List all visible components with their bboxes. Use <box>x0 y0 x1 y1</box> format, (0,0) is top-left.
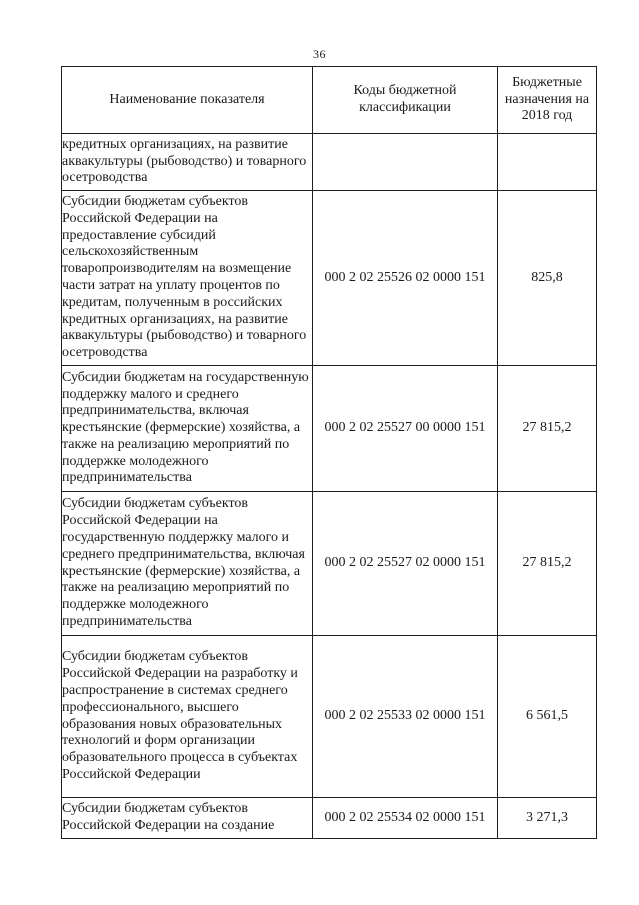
table-row <box>62 134 597 191</box>
row-indicator-name: Субсидии бюджетам субъектов Российской Федерации на разработку и распространение в системах среднего профессионального, высшего образования новых образовательных технологий и форм организации образовательного процесса в субъектах Российской Федерации <box>62 636 313 798</box>
table-row <box>62 191 597 366</box>
row-indicator-name: кредитных организациях, на развитие аквакультуры (рыбоводство) и товарного осетроводства <box>62 134 313 191</box>
row-indicator-name: Субсидии бюджетам на государственную поддержку малого и среднего предпринимательства, включая крестьянские (фермерские) хозяйства, а также на реализацию мероприятий по поддержке молодежного предпринимательства <box>62 366 313 492</box>
header-budget-codes: Коды бюджетной классификации <box>313 67 498 134</box>
table-row <box>62 636 597 798</box>
row-budget-code: 000 2 02 25527 02 0000 151 <box>313 492 498 636</box>
row-indicator-name: Субсидии бюджетам субъектов Российской Федерации на предоставление субсидий сельскохозяйственным товаропроизводителям на возмещение части затрат на уплату процентов по кредитам, полученным в российских кредитных организациях, на развитие аквакультуры (рыбоводство) и товарного осетроводства <box>62 191 313 366</box>
header-budget-allocations: Бюджетные назначения на 2018 год <box>498 67 597 134</box>
row-budget-code <box>313 134 498 191</box>
row-budget-amount: 27 815,2 <box>498 492 597 636</box>
row-budget-code: 000 2 02 25533 02 0000 151 <box>313 636 498 798</box>
header-indicator-name: Наименование показателя <box>62 67 313 134</box>
page-number: 36 <box>313 47 326 61</box>
row-budget-amount: 3 271,3 <box>498 798 597 839</box>
table-row <box>62 798 597 839</box>
row-budget-code: 000 2 02 25534 02 0000 151 <box>313 798 498 839</box>
table-row <box>62 366 597 492</box>
budget-table <box>61 66 597 839</box>
row-indicator-name: Субсидии бюджетам субъектов Российской Федерации на государственную поддержку малого и среднего предпринимательства, включая крестьянские (фермерские) хозяйства, а также на реализацию мероприятий по поддержке молодежного предпринимательства <box>62 492 313 636</box>
row-budget-code: 000 2 02 25527 00 0000 151 <box>313 366 498 492</box>
row-budget-amount: 6 561,5 <box>498 636 597 798</box>
table-row <box>62 492 597 636</box>
row-budget-amount <box>498 134 597 191</box>
row-indicator-name: Субсидии бюджетам субъектов Российской Федерации на создание <box>62 798 313 839</box>
row-budget-amount: 825,8 <box>498 191 597 366</box>
row-budget-code: 000 2 02 25526 02 0000 151 <box>313 191 498 366</box>
table-header-row <box>62 67 597 134</box>
row-budget-amount: 27 815,2 <box>498 366 597 492</box>
